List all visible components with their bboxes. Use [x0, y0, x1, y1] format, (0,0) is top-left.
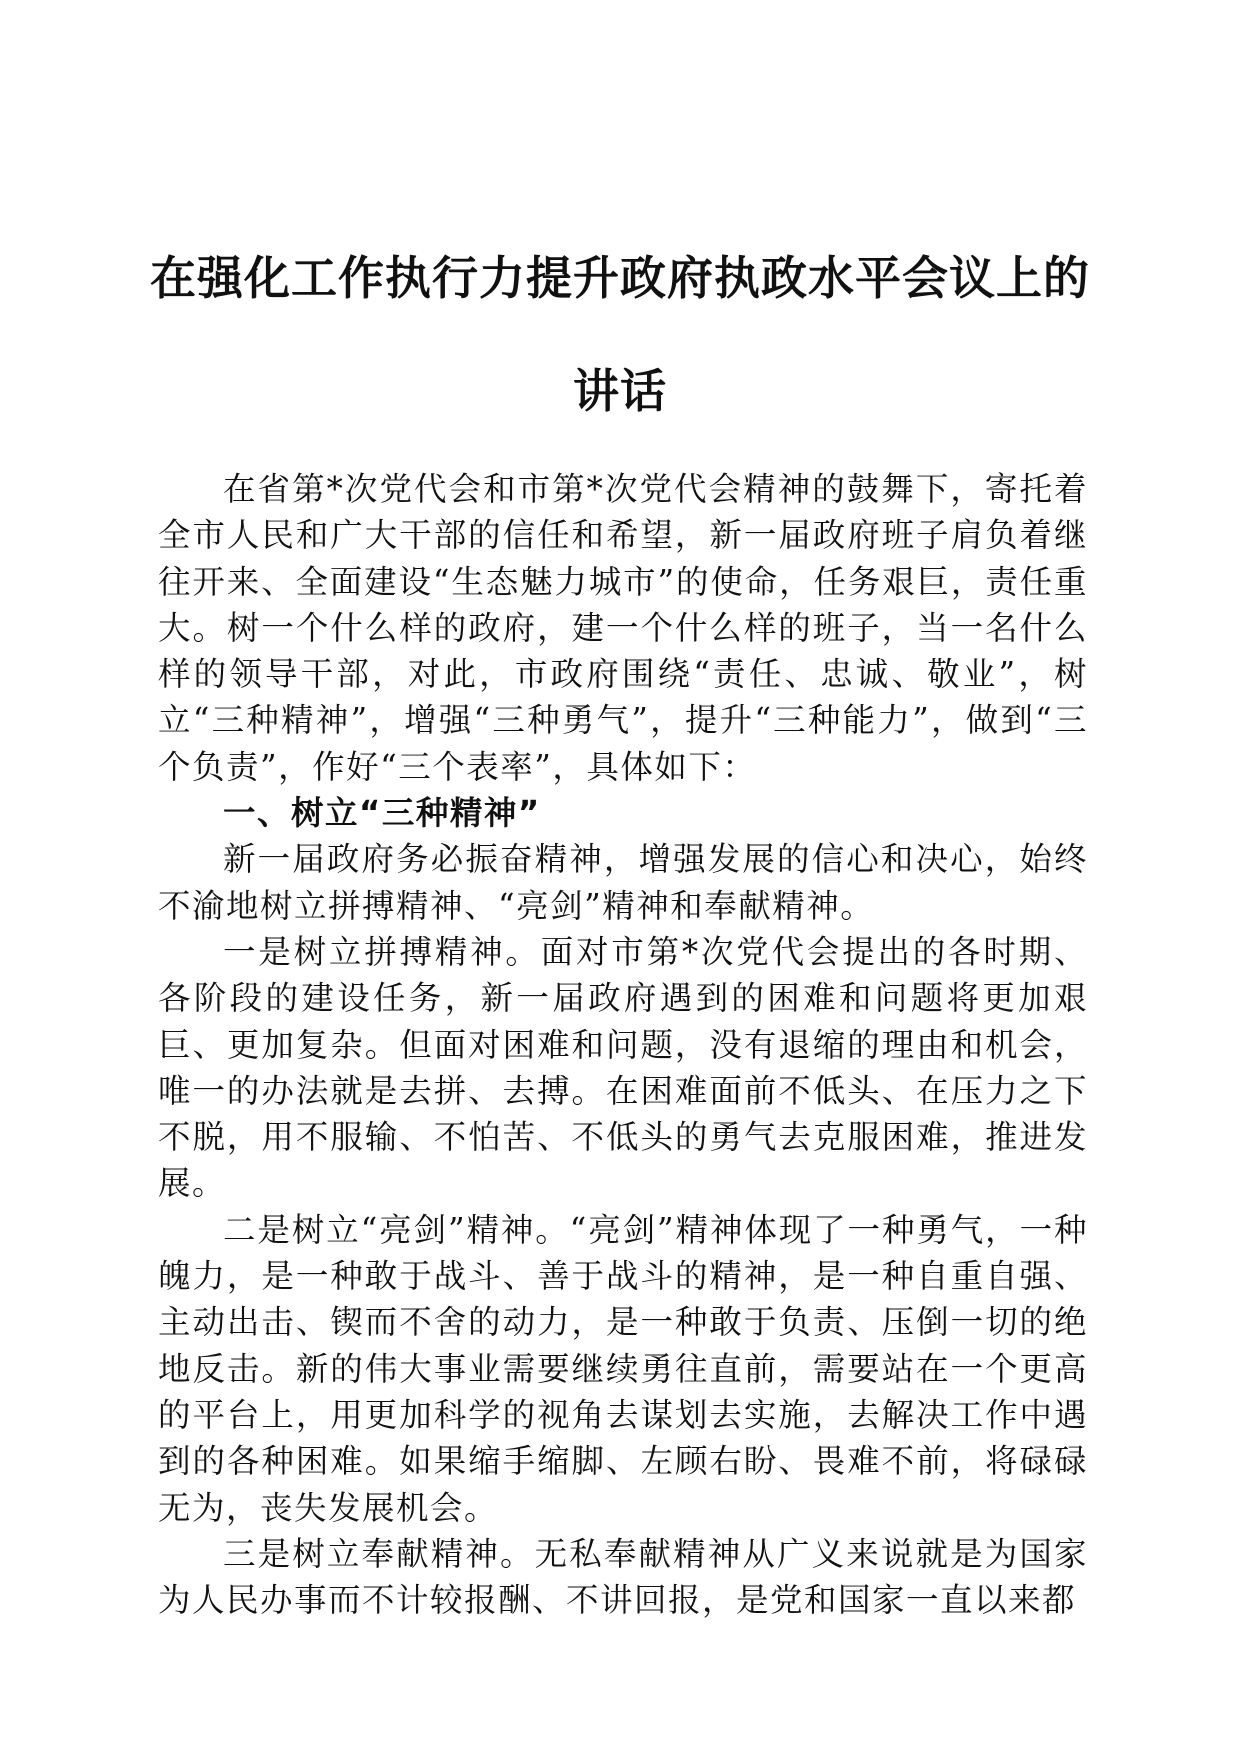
- title-line-1: 在强化工作执行力提升政府执政水平会议上的: [150, 251, 1090, 305]
- document-title: [150, 222, 1090, 448]
- paragraph-point-3: 三是树立奉献精神。无私奉献精神从广义来说就是为国家为人民办事而不计较报酬、不讲回报，是党和国家一直以来都: [158, 1534, 1088, 1620]
- section-heading-1: 一、树立“三种精神”: [223, 794, 541, 833]
- paragraph-point-1: 一是树立拼搏精神。面对市第*次党代会提出的各时期、各阶段的建设任务，新一届政府遇到的困难和问题将更加艰巨、更加复杂。但面对困难和问题，没有退缩的理由和机会，唯一的办法就是去拼、去搏。在困难面前不低头、在压力之下不脱，用不服输、不怕苦、不低头的勇气去克服困难，推进发展。: [158, 932, 1088, 1203]
- document-body: [158, 466, 1088, 1623]
- title-line-2: 讲话: [573, 364, 667, 418]
- paragraph-intro: 在省第*次党代会和市第*次党代会精神的鼓舞下，寄托着全市人民和广大干部的信任和希望，新一届政府班子肩负着继往开来、全面建设“生态魅力城市”的使命，任务艰巨，责任重大。树一个什么样的政府，建一个什么样的班子，当一名什么样的领导干部，对此，市政府围绕“责任、忠诚、敬业”，树立“三种精神”，增强“三种勇气”，提升“三种能力”，做到“三个负责”，作好“三个表率”，具体如下：: [158, 470, 1088, 786]
- paragraph-point-2: 二是树立“亮剑”精神。“亮剑”精神体现了一种勇气，一种魄力，是一种敢于战斗、善于战斗的精神，是一种自重自强、主动出击、锲而不舍的动力，是一种敢于负责、压倒一切的绝地反击。新的伟大事业需要继续勇往直前，需要站在一个更高的平台上，用更加科学的视角去谋划去实施，去解决工作中遇到的各种困难。如果缩手缩脚、左顾右盼、畏难不前，将碌碌无为，丧失发展机会。: [158, 1210, 1088, 1527]
- paragraph-section-intro: 新一届政府务必振奋精神，增强发展的信心和决心，始终不渝地树立拼搏精神、“亮剑”精神和奉献精神。: [158, 840, 1088, 925]
